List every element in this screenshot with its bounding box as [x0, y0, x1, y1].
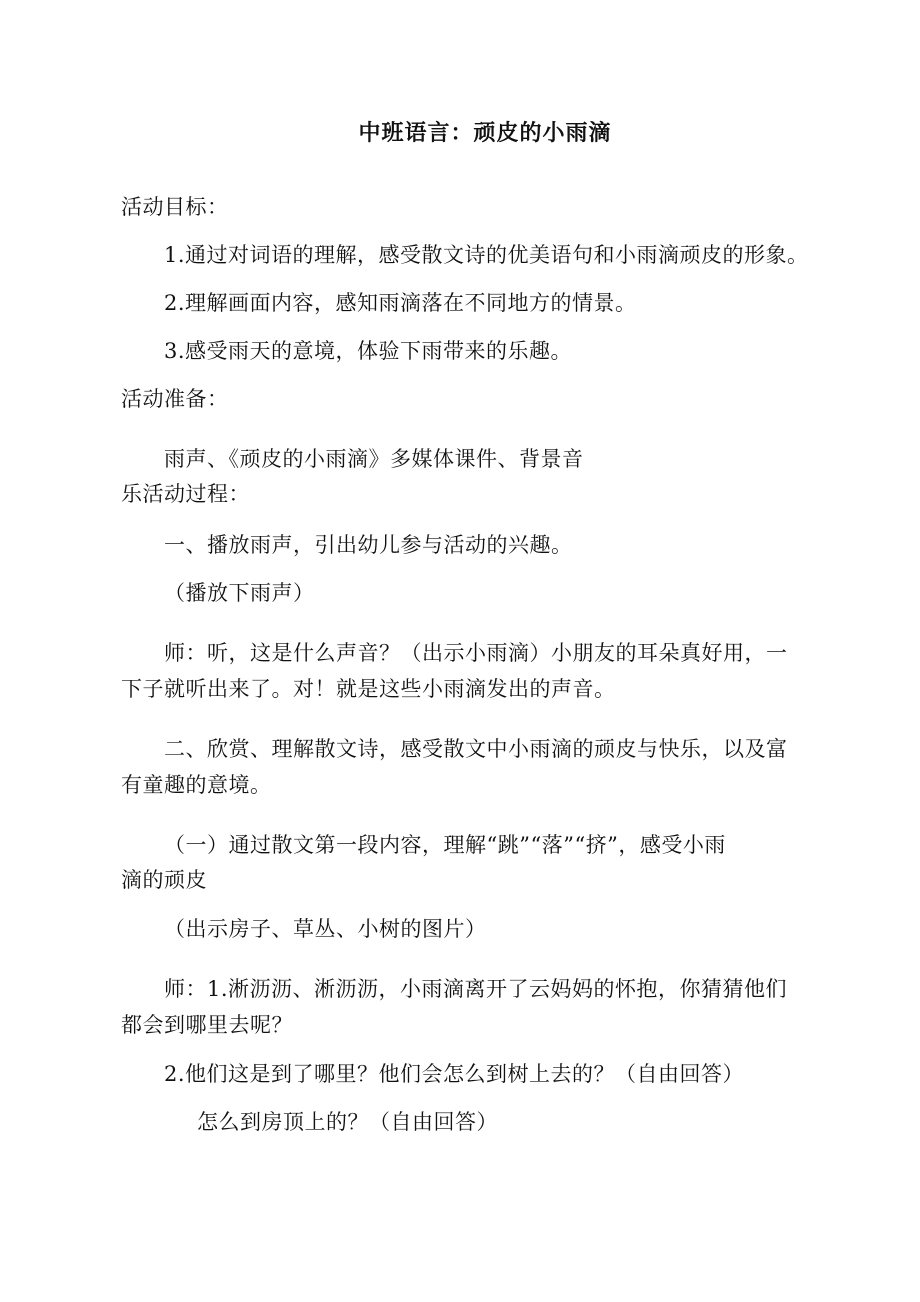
- step-2-line-2: 有童趣的意境。: [121, 773, 272, 797]
- step-1-note: （播放下雨声）: [164, 581, 315, 605]
- step-1: 一、播放雨声，引出幼儿参与活动的兴趣。: [164, 533, 573, 557]
- sub-1-line-2: 滴的顽皮: [121, 868, 207, 892]
- goals-heading: 活动目标：: [121, 195, 229, 219]
- prep-line-2: 乐活动过程：: [121, 482, 250, 506]
- teacher-2-line-1: 师：1.淅沥沥、淅沥沥，小雨滴离开了云妈妈的怀抱，你猜猜他们: [164, 977, 788, 1001]
- question-2: 2.他们这是到了哪里？他们会怎么到树上去的？（自由回答）: [164, 1062, 745, 1086]
- teacher-1-line-2: 下子就听出来了。对！就是这些小雨滴发出的声音。: [121, 677, 616, 701]
- sub-1-line-1: （一）通过散文第一段内容，理解“跳”“落”“挤”，感受小雨: [164, 833, 726, 857]
- question-3: 怎么到房顶上的？（自由回答）: [197, 1110, 498, 1134]
- goal-item-2: 2.理解画面内容，感知雨滴落在不同地方的情景。: [164, 291, 637, 315]
- prep-line-1: 雨声、《顽皮的小雨滴》多媒体课件、背景音: [164, 447, 584, 471]
- page-title: 中班语言：顽皮的小雨滴: [358, 121, 612, 146]
- teacher-2-line-2: 都会到哪里去呢？: [121, 1013, 293, 1037]
- step-2-line-1: 二、欣赏、理解散文诗，感受散文中小雨滴的顽皮与快乐，以及富: [164, 737, 788, 761]
- goal-item-1: 1.通过对词语的理解，感受散文诗的优美语句和小雨滴顽皮的形象。: [164, 243, 809, 267]
- prep-heading: 活动准备：: [121, 387, 229, 411]
- goal-item-3: 3.感受雨天的意境，体验下雨带来的乐趣。: [164, 339, 573, 363]
- teacher-1-line-1: 师：听，这是什么声音？（出示小雨滴）小朋友的耳朵真好用，一: [164, 641, 788, 665]
- sub-1-note: （出示房子、草丛、小树的图片）: [164, 917, 487, 941]
